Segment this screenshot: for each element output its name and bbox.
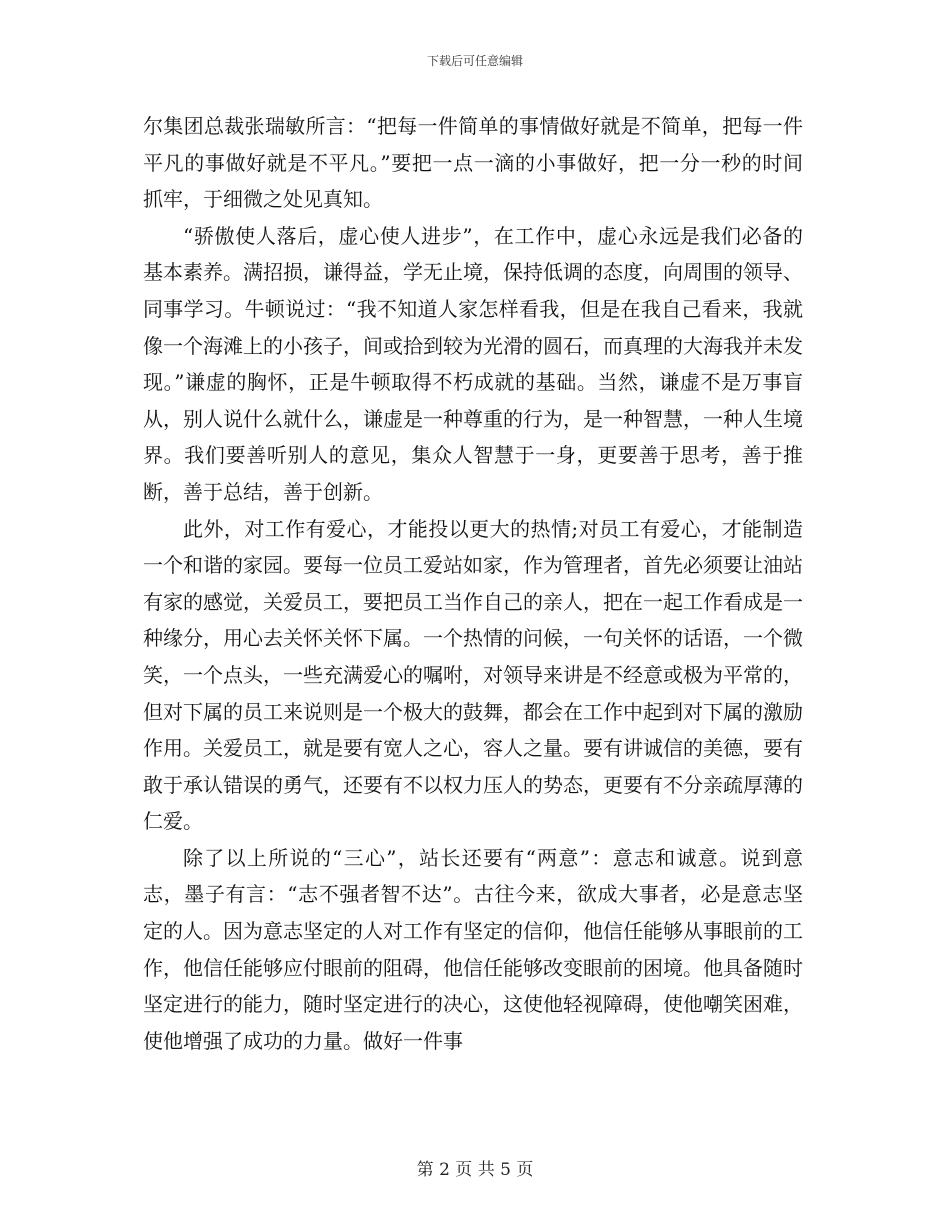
paragraph-4: 除了以上所说的“三心”，站长还要有“两意”：意志和诚意。说到意志，墨子有言：“志不强者智不达”。古往今来，欲成大事者，必是意志坚定的人。因为意志坚定的人对工作有坚定的信仰，他信任能够从事眼前的工作，他信任能够应付眼前的阻碍，他信任能够改变眼前的困境。他具备随时坚定进行的能力，随时坚定进行的决心，这使他轻视障碍，使他嘲笑困难，使他增强了成功的力量。做好一件事 [143,845,803,1053]
paragraph-1: 尔集团总裁张瑞敏所言：“把每一件简单的事情做好就是不简单，把每一件平凡的事做好就是不平凡。”要把一点一滴的小事做好，把一分一秒的时间抓牢，于细微之处见真知。 [143,114,803,212]
page-header: 下载后可任意编辑 [426,54,523,68]
paragraph-2: “骄傲使人落后，虚心使人进步”，在工作中，虚心永远是我们必备的基本素养。满招损，谦得益，学无止境，保持低调的态度，向周围的领导、同事学习。牛顿说过：“我不知道人家怎样看我，但是在我自己看来，我就像一个海滩上的小孩子，间或拾到较为光滑的圆石，而真理的大海我并未发现。”谦虚的胸怀，正是牛顿取得不朽成就的基础。当然，谦虚不是万事盲从，别人说什么就什么，谦虚是一种尊重的行为，是一种智慧，一种人生境界。我们要善听别人的意见，集众人智慧于一身，更要善于思考，善于推断，善于总结，善于创新。 [143,223,803,504]
page-number-footer: 第 2 页 共 5 页 [416,1160,534,1180]
paragraph-3: 此外，对工作有爱心，才能投以更大的热情;对员工有爱心，才能制造一个和谐的家园。要每一位员工爱站如家，作为管理者，首先必须要让油站有家的感觉，关爱员工，要把员工当作自己的亲人，把在一起工作看成是一种缘分，用心去关怀关怀下属。一个热情的问候，一句关怀的话语，一个微笑，一个点头，一些充满爱心的嘱咐，对领导来讲是不经意或极为平常的，但对下属的员工来说则是一个极大的鼓舞，都会在工作中起到对下属的激励作用。关爱员工，就是要有宽人之心，容人之量。要有讲诚信的美德，要有敢于承认错误的勇气，还要有不以权力压人的势态，更要有不分亲疏厚薄的仁爱。 [143,516,803,834]
document-body [143,108,803,1059]
